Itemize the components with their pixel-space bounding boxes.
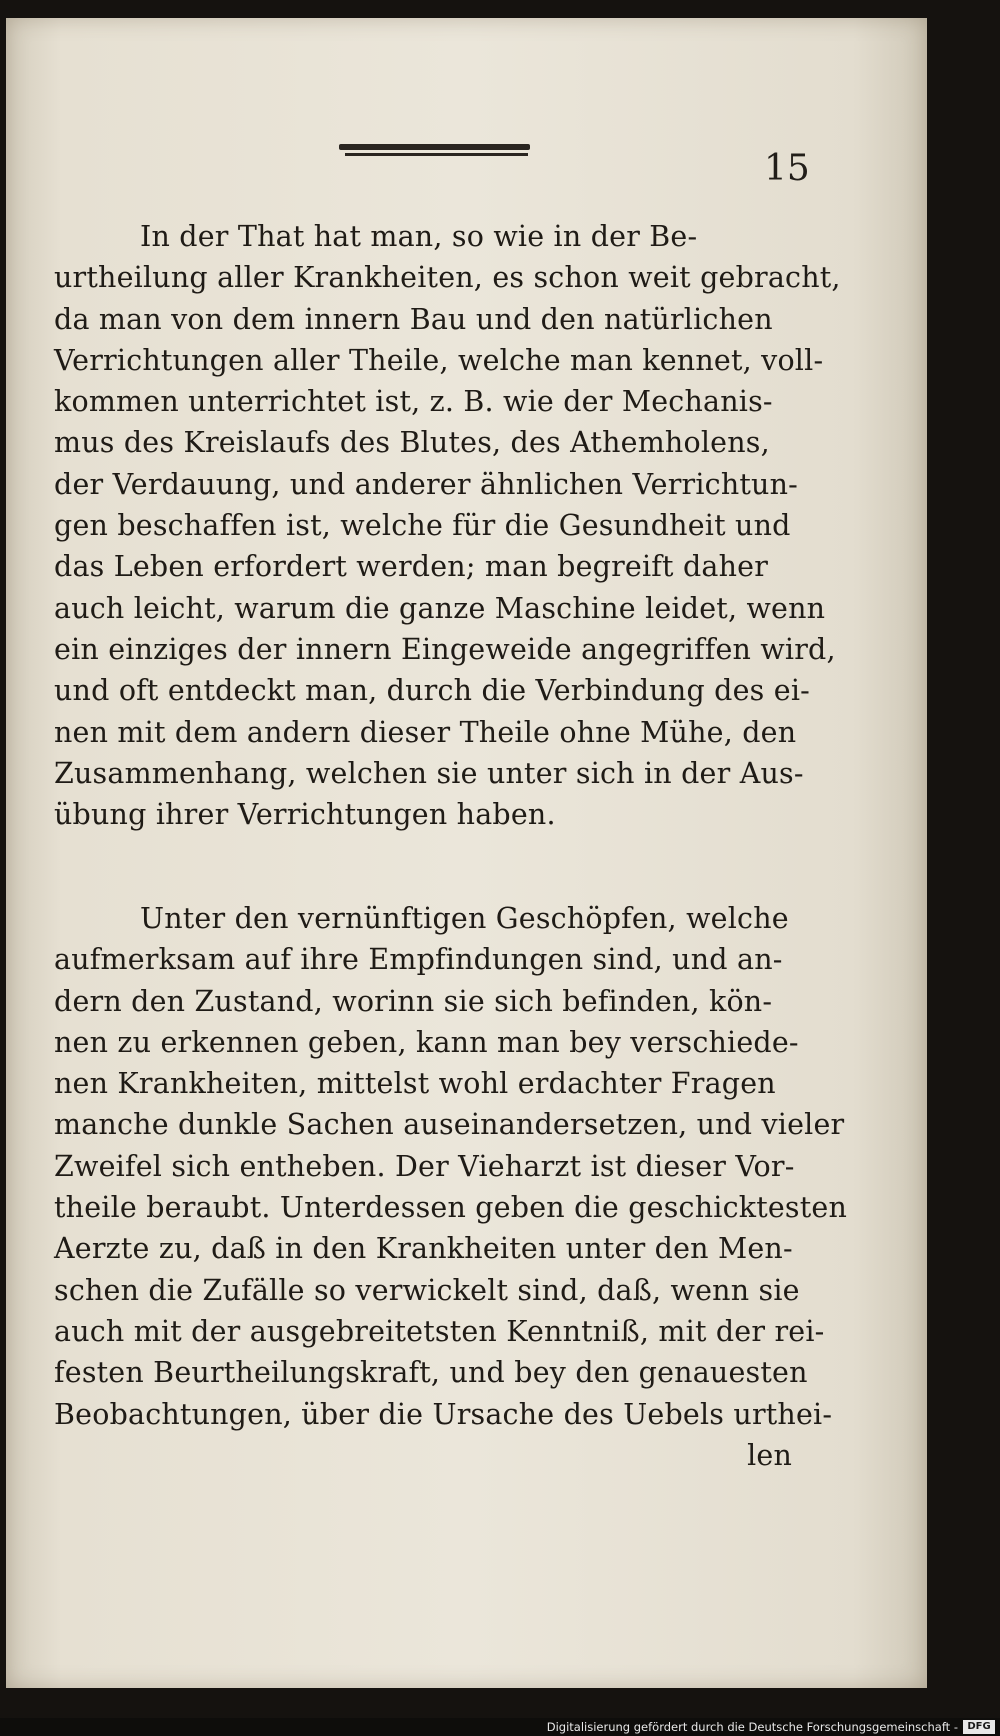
header-rule [339, 144, 530, 160]
text-line: Zweifel sich entheben. Der Vieharzt ist dieser Vor- [54, 1149, 795, 1183]
text-line: kommen unterrichtet ist, z. B. wie der Mechanis- [54, 385, 773, 419]
paragraph-2 [54, 898, 848, 1476]
text-line: mus des Kreislaufs des Blutes, des Athemholens, [54, 426, 770, 460]
page-number: 15 [764, 148, 810, 189]
text-line: und oft entdeckt man, durch die Verbindung des ei- [54, 674, 810, 708]
text-line: dern den Zustand, worinn sie sich befinden, kön- [54, 984, 773, 1018]
text-line: In der That hat man, so wie in der Be- [140, 220, 698, 253]
dfg-logo: DFG [963, 1720, 995, 1734]
text-line: Beobachtungen, über die Ursache des Uebels urthei- [54, 1397, 833, 1431]
text-line: urtheilung aller Krankheiten, es schon weit gebracht, [54, 261, 841, 295]
text-line: nen Krankheiten, mittelst wohl erdachter Fragen [54, 1067, 776, 1101]
text-line: Zusammenhang, welchen sie unter sich in der Aus- [54, 756, 804, 790]
text-line: das Leben erfordert werden; man begreift daher [54, 550, 769, 584]
digitization-credit: Digitalisierung gefördert durch die Deutsche Forschungsgemeinschaft - [546, 1720, 958, 1734]
text-line: Aerzte zu, daß in den Krankheiten unter den Men- [54, 1232, 793, 1266]
text-line: ein einziges der innern Eingeweide angegriffen wird, [54, 632, 836, 666]
text-line: auch mit der ausgebreitetsten Kenntniß, mit der rei- [54, 1314, 825, 1348]
text-line: nen zu erkennen geben, kann man bey verschiede- [54, 1025, 799, 1059]
book-page [6, 18, 927, 1688]
text-line: übung ihrer Verrichtungen haben. [54, 798, 556, 832]
text-line: theile beraubt. Unterdessen geben die geschicktesten [54, 1191, 848, 1225]
text-line: manche dunkle Sachen auseinandersetzen, und vieler [54, 1108, 845, 1142]
paragraph-1 [54, 216, 841, 835]
text-line: nen mit dem andern dieser Theile ohne Mühe, den [54, 715, 797, 749]
text-line: da man von dem innern Bau und den natürlichen [54, 302, 773, 336]
text-line: schen die Zufälle so verwickelt sind, daß, wenn sie [54, 1273, 800, 1307]
text-line: gen beschaffen ist, welche für die Gesundheit und [54, 509, 791, 543]
text-line: Unter den vernünftigen Geschöpfen, welche [140, 902, 789, 935]
text-line: Verrichtungen aller Theile, welche man kennet, voll- [54, 343, 824, 377]
text-line: der Verdauung, und anderer ähnlichen Verrichtun- [54, 467, 798, 501]
text-line: auch leicht, warum die ganze Maschine leidet, wenn [54, 591, 826, 625]
text-line: aufmerksam auf ihre Empfindungen sind, und an- [54, 943, 783, 977]
catchword: len [747, 1438, 792, 1472]
text-line: festen Beurtheilungskraft, und bey den genauesten [54, 1356, 808, 1390]
